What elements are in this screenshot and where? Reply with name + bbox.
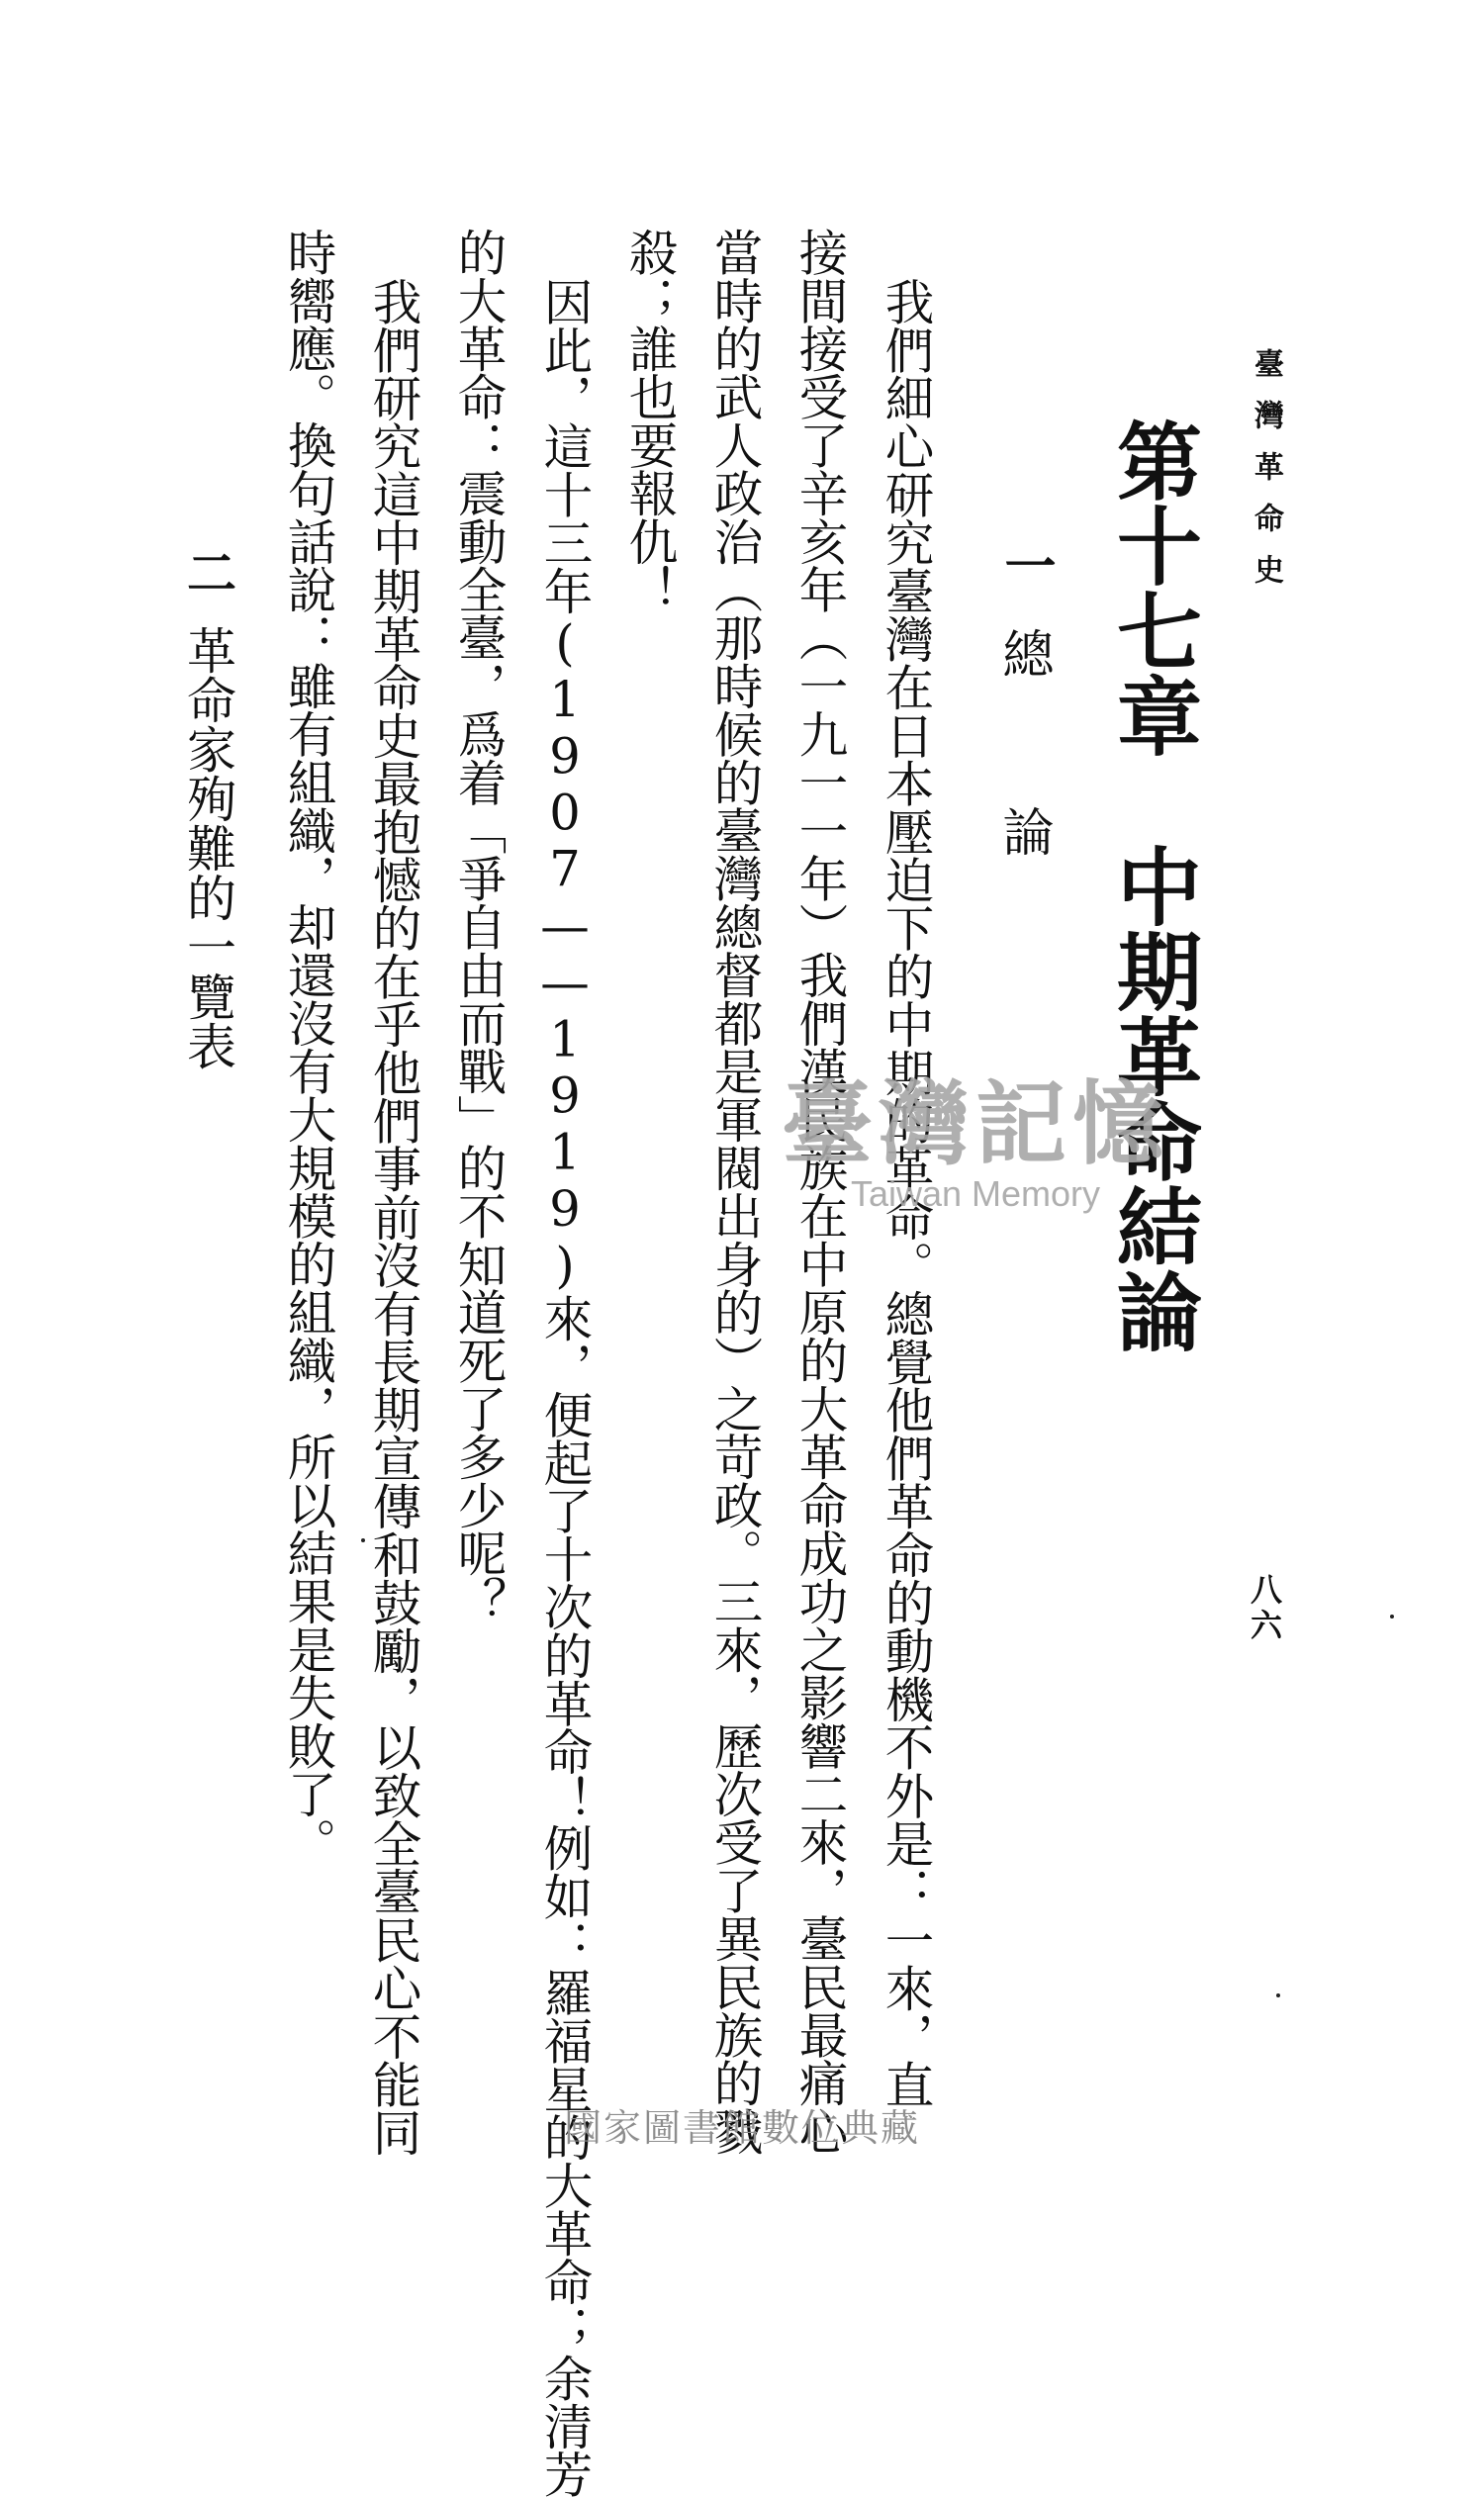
paragraph-1-line-2: 接間接受了辛亥年（一九一一年）我們漢民族在中原的大革命成功之影響二來，臺民最痛心 [791, 228, 849, 2156]
print-speck [1276, 1993, 1280, 1997]
page-number: 八六 [1246, 1573, 1283, 1644]
print-speck [1390, 1615, 1394, 1619]
watermark-logo-text: 臺灣記憶 [782, 1070, 1170, 1177]
paragraph-1-line-4: 殺；誰也要報仇！ [621, 228, 679, 613]
paragraph-3-line-2: 時嚮應。換句話說：雖有組織，却還沒有大規模的組織，所以結果是失敗了。 [280, 228, 337, 1866]
paragraph-1-line-3: 當時的武人政治（那時候的臺灣總督都是軍閥出身的）之苛政。三來，歷次受了異民族的戮 [706, 228, 764, 2156]
watermark-english-text: Taiwan Memory [850, 1173, 1101, 1214]
library-footer: 國家圖書館數位典藏 [563, 2106, 920, 2150]
chapter-title: 第十七章 中期革命結論 [1102, 417, 1202, 1353]
running-head: 臺灣革命史 [1249, 348, 1283, 605]
paragraph-1-line-1: 我們細心研究臺灣在日本壓迫下的中期的革命。總覺他們革命的動機不外是：一來，直 [878, 277, 935, 2108]
paragraph-2-line-1: 因此，這十三年(1907——1919)來，便起了十次的革命！例如：羅福星的大革命；余清芳 [536, 277, 594, 2498]
paragraph-2-line-2: 的大革命：震動全臺，爲着「爭自由而戰」的不知道死了多少呢？ [450, 228, 508, 1625]
section-2-number: 二 [179, 547, 237, 597]
print-speck [361, 1538, 365, 1542]
section-2-title: 革命家殉難的一覽表 [179, 625, 236, 1070]
section-1-number: 一 [995, 539, 1056, 591]
taiwan-memory-watermark [782, 1070, 1170, 1215]
section-1-title: 總論 [993, 627, 1053, 983]
paragraph-3-line-1: 我們研究這中期革命史最抱憾的在乎他們事前沒有長期宣傳和鼓勵，以致全臺民心不能同 [365, 277, 422, 2157]
